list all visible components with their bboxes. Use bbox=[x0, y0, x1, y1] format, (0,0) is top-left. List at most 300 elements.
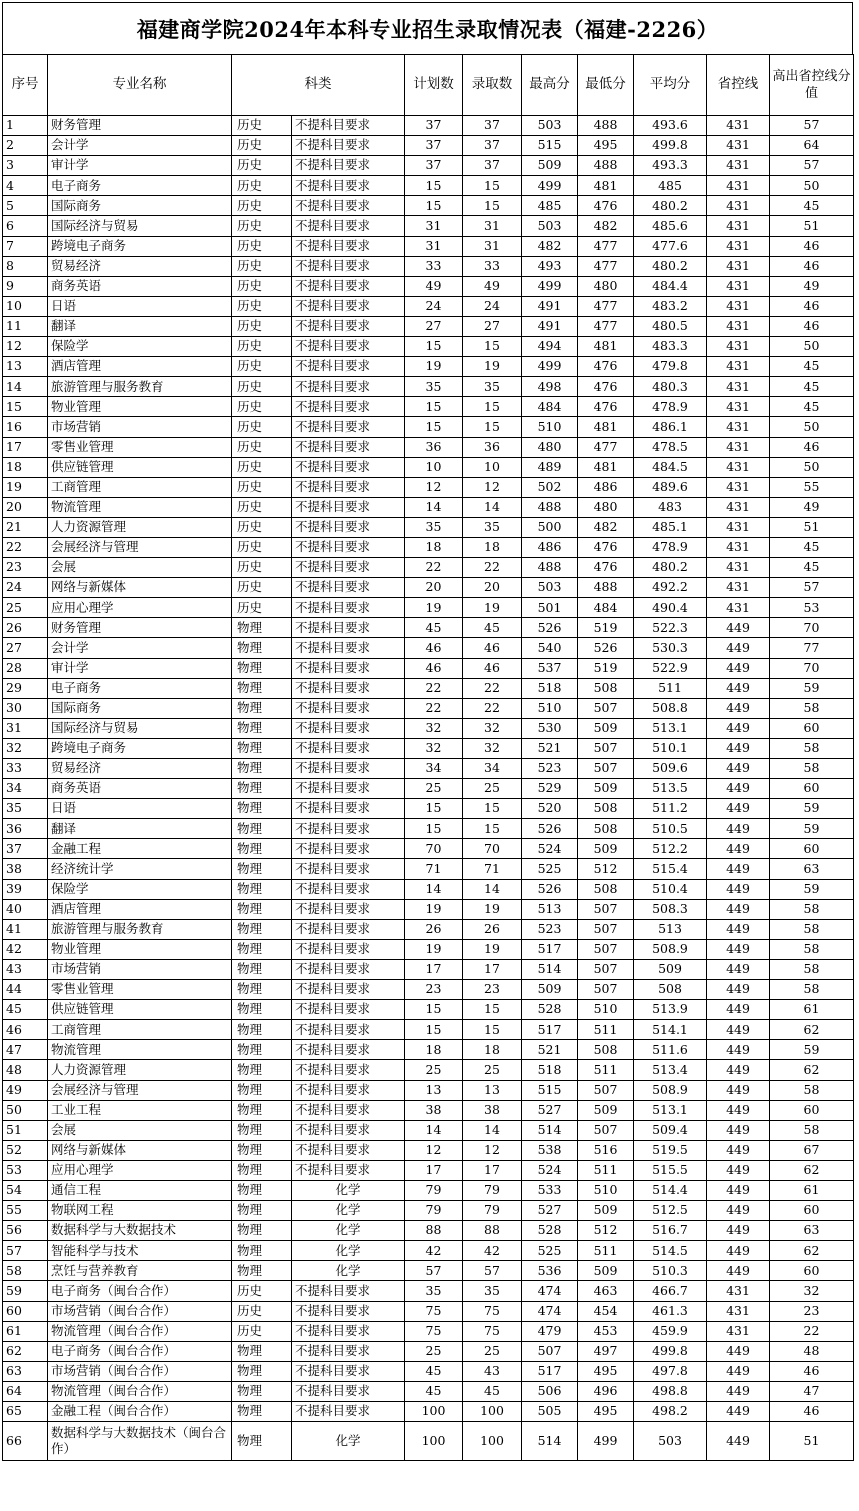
min-score: 486 bbox=[578, 477, 634, 497]
admitted-count: 37 bbox=[463, 116, 522, 136]
table-row bbox=[3, 558, 854, 578]
row-number: 45 bbox=[3, 1000, 48, 1020]
control-line: 449 bbox=[707, 799, 770, 819]
avg-score: 512.5 bbox=[634, 1201, 707, 1221]
max-score: 514 bbox=[522, 1422, 578, 1461]
subject-category: 物理 bbox=[232, 819, 292, 839]
subject-category: 历史 bbox=[232, 497, 292, 517]
table-row bbox=[3, 457, 854, 477]
admitted-count: 19 bbox=[463, 939, 522, 959]
admitted-count: 45 bbox=[463, 1381, 522, 1401]
row-number: 53 bbox=[3, 1160, 48, 1180]
control-line: 449 bbox=[707, 1140, 770, 1160]
control-line: 449 bbox=[707, 980, 770, 1000]
subject-category: 历史 bbox=[232, 216, 292, 236]
control-line: 431 bbox=[707, 457, 770, 477]
subject-category: 物理 bbox=[232, 1180, 292, 1200]
above-control: 49 bbox=[770, 276, 854, 296]
avg-score: 513.1 bbox=[634, 718, 707, 738]
plan-count: 14 bbox=[405, 879, 463, 899]
above-control: 59 bbox=[770, 799, 854, 819]
avg-score: 485.6 bbox=[634, 216, 707, 236]
row-number: 15 bbox=[3, 397, 48, 417]
row-number: 58 bbox=[3, 1261, 48, 1281]
subject-category: 历史 bbox=[232, 256, 292, 276]
subject-category: 历史 bbox=[232, 598, 292, 618]
max-score: 514 bbox=[522, 959, 578, 979]
subject-requirement: 不提科目要求 bbox=[292, 116, 405, 136]
row-number: 22 bbox=[3, 537, 48, 557]
plan-count: 32 bbox=[405, 718, 463, 738]
control-line: 449 bbox=[707, 1080, 770, 1100]
header-min-score: 最低分 bbox=[578, 55, 634, 116]
max-score: 505 bbox=[522, 1402, 578, 1422]
max-score: 498 bbox=[522, 377, 578, 397]
admitted-count: 12 bbox=[463, 477, 522, 497]
table-row bbox=[3, 939, 854, 959]
subject-requirement: 不提科目要求 bbox=[292, 1120, 405, 1140]
subject-requirement: 不提科目要求 bbox=[292, 1341, 405, 1361]
table-row bbox=[3, 136, 854, 156]
plan-count: 45 bbox=[405, 1381, 463, 1401]
table-row bbox=[3, 316, 854, 336]
admitted-count: 36 bbox=[463, 437, 522, 457]
avg-score: 530.3 bbox=[634, 638, 707, 658]
plan-count: 100 bbox=[405, 1402, 463, 1422]
admitted-count: 22 bbox=[463, 678, 522, 698]
max-score: 503 bbox=[522, 216, 578, 236]
admitted-count: 14 bbox=[463, 1120, 522, 1140]
control-line: 431 bbox=[707, 276, 770, 296]
max-score: 491 bbox=[522, 296, 578, 316]
plan-count: 17 bbox=[405, 959, 463, 979]
major-name: 人力资源管理 bbox=[48, 1060, 232, 1080]
table-row bbox=[3, 1221, 854, 1241]
major-name: 酒店管理 bbox=[48, 357, 232, 377]
subject-requirement: 化学 bbox=[292, 1221, 405, 1241]
control-line: 431 bbox=[707, 477, 770, 497]
min-score: 509 bbox=[578, 1261, 634, 1281]
table-row bbox=[3, 738, 854, 758]
table-row bbox=[3, 1281, 854, 1301]
subject-requirement: 不提科目要求 bbox=[292, 1361, 405, 1381]
row-number: 36 bbox=[3, 819, 48, 839]
table-row bbox=[3, 959, 854, 979]
control-line: 449 bbox=[707, 1000, 770, 1020]
above-control: 45 bbox=[770, 558, 854, 578]
subject-requirement: 不提科目要求 bbox=[292, 638, 405, 658]
subject-category: 物理 bbox=[232, 1020, 292, 1040]
avg-score: 483.3 bbox=[634, 337, 707, 357]
admitted-count: 32 bbox=[463, 738, 522, 758]
table-row bbox=[3, 1060, 854, 1080]
avg-score: 493.6 bbox=[634, 116, 707, 136]
above-control: 47 bbox=[770, 1381, 854, 1401]
min-score: 488 bbox=[578, 116, 634, 136]
avg-score: 510.4 bbox=[634, 879, 707, 899]
plan-count: 25 bbox=[405, 779, 463, 799]
subject-category: 历史 bbox=[232, 176, 292, 196]
above-control: 45 bbox=[770, 357, 854, 377]
table-row bbox=[3, 537, 854, 557]
table-row bbox=[3, 437, 854, 457]
row-number: 56 bbox=[3, 1221, 48, 1241]
admitted-count: 45 bbox=[463, 618, 522, 638]
subject-requirement: 不提科目要求 bbox=[292, 939, 405, 959]
above-control: 53 bbox=[770, 598, 854, 618]
above-control: 60 bbox=[770, 718, 854, 738]
subject-category: 物理 bbox=[232, 738, 292, 758]
min-score: 481 bbox=[578, 337, 634, 357]
avg-score: 479.8 bbox=[634, 357, 707, 377]
admitted-count: 57 bbox=[463, 1261, 522, 1281]
min-score: 511 bbox=[578, 1160, 634, 1180]
subject-requirement: 不提科目要求 bbox=[292, 959, 405, 979]
above-control: 58 bbox=[770, 738, 854, 758]
max-score: 517 bbox=[522, 939, 578, 959]
above-control: 60 bbox=[770, 839, 854, 859]
table-row bbox=[3, 859, 854, 879]
table-row bbox=[3, 236, 854, 256]
control-line: 449 bbox=[707, 1402, 770, 1422]
control-line: 431 bbox=[707, 1281, 770, 1301]
row-number: 16 bbox=[3, 417, 48, 437]
subject-requirement: 不提科目要求 bbox=[292, 718, 405, 738]
major-name: 物流管理（闽台合作） bbox=[48, 1321, 232, 1341]
row-number: 7 bbox=[3, 236, 48, 256]
major-name: 会展 bbox=[48, 1120, 232, 1140]
admitted-count: 71 bbox=[463, 859, 522, 879]
control-line: 431 bbox=[707, 437, 770, 457]
above-control: 60 bbox=[770, 1201, 854, 1221]
min-score: 477 bbox=[578, 256, 634, 276]
table-row bbox=[3, 718, 854, 738]
table-row bbox=[3, 337, 854, 357]
min-score: 476 bbox=[578, 558, 634, 578]
admitted-count: 15 bbox=[463, 196, 522, 216]
min-score: 509 bbox=[578, 1100, 634, 1120]
control-line: 431 bbox=[707, 537, 770, 557]
max-score: 537 bbox=[522, 658, 578, 678]
subject-requirement: 不提科目要求 bbox=[292, 1321, 405, 1341]
subject-category: 物理 bbox=[232, 779, 292, 799]
major-name: 旅游管理与服务教育 bbox=[48, 377, 232, 397]
admitted-count: 42 bbox=[463, 1241, 522, 1261]
above-control: 58 bbox=[770, 1120, 854, 1140]
min-score: 495 bbox=[578, 1402, 634, 1422]
control-line: 449 bbox=[707, 1381, 770, 1401]
subject-requirement: 不提科目要求 bbox=[292, 658, 405, 678]
row-number: 6 bbox=[3, 216, 48, 236]
row-number: 39 bbox=[3, 879, 48, 899]
major-name: 审计学 bbox=[48, 658, 232, 678]
min-score: 507 bbox=[578, 899, 634, 919]
row-number: 50 bbox=[3, 1100, 48, 1120]
table-row bbox=[3, 1160, 854, 1180]
admitted-count: 17 bbox=[463, 1160, 522, 1180]
above-control: 60 bbox=[770, 1100, 854, 1120]
max-score: 536 bbox=[522, 1261, 578, 1281]
table-row bbox=[3, 1321, 854, 1341]
row-number: 52 bbox=[3, 1140, 48, 1160]
subject-category: 历史 bbox=[232, 377, 292, 397]
control-line: 449 bbox=[707, 1100, 770, 1120]
avg-score: 511.2 bbox=[634, 799, 707, 819]
subject-category: 历史 bbox=[232, 276, 292, 296]
admitted-count: 49 bbox=[463, 276, 522, 296]
min-score: 519 bbox=[578, 658, 634, 678]
min-score: 509 bbox=[578, 718, 634, 738]
subject-category: 历史 bbox=[232, 517, 292, 537]
subject-requirement: 不提科目要求 bbox=[292, 417, 405, 437]
max-score: 503 bbox=[522, 116, 578, 136]
min-score: 510 bbox=[578, 1180, 634, 1200]
row-number: 54 bbox=[3, 1180, 48, 1200]
subject-requirement: 不提科目要求 bbox=[292, 698, 405, 718]
avg-score: 489.6 bbox=[634, 477, 707, 497]
row-number: 60 bbox=[3, 1301, 48, 1321]
header-above-control: 高出省控线分值 bbox=[770, 55, 854, 116]
above-control: 23 bbox=[770, 1301, 854, 1321]
plan-count: 37 bbox=[405, 116, 463, 136]
subject-requirement: 不提科目要求 bbox=[292, 839, 405, 859]
control-line: 431 bbox=[707, 1321, 770, 1341]
subject-category: 历史 bbox=[232, 457, 292, 477]
max-score: 515 bbox=[522, 136, 578, 156]
subject-category: 物理 bbox=[232, 1201, 292, 1221]
control-line: 431 bbox=[707, 316, 770, 336]
subject-category: 物理 bbox=[232, 618, 292, 638]
avg-score: 459.9 bbox=[634, 1321, 707, 1341]
subject-requirement: 不提科目要求 bbox=[292, 678, 405, 698]
subject-category: 物理 bbox=[232, 939, 292, 959]
row-number: 38 bbox=[3, 859, 48, 879]
above-control: 50 bbox=[770, 457, 854, 477]
table-title: 福建商学院2024年本科专业招生录取情况表（福建-2226） bbox=[2, 2, 853, 54]
min-score: 477 bbox=[578, 437, 634, 457]
control-line: 449 bbox=[707, 1040, 770, 1060]
above-control: 51 bbox=[770, 1422, 854, 1461]
major-name: 网络与新媒体 bbox=[48, 1140, 232, 1160]
avg-score: 484.4 bbox=[634, 276, 707, 296]
row-number: 28 bbox=[3, 658, 48, 678]
admitted-count: 15 bbox=[463, 397, 522, 417]
admitted-count: 10 bbox=[463, 457, 522, 477]
control-line: 431 bbox=[707, 236, 770, 256]
subject-requirement: 化学 bbox=[292, 1241, 405, 1261]
admitted-count: 37 bbox=[463, 136, 522, 156]
table-row bbox=[3, 517, 854, 537]
admitted-count: 35 bbox=[463, 1281, 522, 1301]
table-row bbox=[3, 1301, 854, 1321]
subject-category: 物理 bbox=[232, 698, 292, 718]
avg-score: 513.4 bbox=[634, 1060, 707, 1080]
major-name: 财务管理 bbox=[48, 618, 232, 638]
max-score: 474 bbox=[522, 1281, 578, 1301]
major-name: 商务英语 bbox=[48, 276, 232, 296]
admitted-count: 46 bbox=[463, 638, 522, 658]
row-number: 34 bbox=[3, 779, 48, 799]
subject-requirement: 不提科目要求 bbox=[292, 437, 405, 457]
avg-score: 519.5 bbox=[634, 1140, 707, 1160]
major-name: 会展经济与管理 bbox=[48, 537, 232, 557]
admitted-count: 79 bbox=[463, 1180, 522, 1200]
min-score: 481 bbox=[578, 176, 634, 196]
avg-score: 512.2 bbox=[634, 839, 707, 859]
table-row bbox=[3, 1402, 854, 1422]
avg-score: 513.9 bbox=[634, 1000, 707, 1020]
control-line: 431 bbox=[707, 578, 770, 598]
min-score: 508 bbox=[578, 819, 634, 839]
subject-category: 历史 bbox=[232, 437, 292, 457]
row-number: 17 bbox=[3, 437, 48, 457]
admitted-count: 15 bbox=[463, 417, 522, 437]
above-control: 45 bbox=[770, 377, 854, 397]
table-row bbox=[3, 980, 854, 1000]
major-name: 物流管理（闽台合作） bbox=[48, 1381, 232, 1401]
subject-requirement: 不提科目要求 bbox=[292, 980, 405, 1000]
avg-score: 511 bbox=[634, 678, 707, 698]
max-score: 488 bbox=[522, 558, 578, 578]
min-score: 507 bbox=[578, 1080, 634, 1100]
max-score: 540 bbox=[522, 638, 578, 658]
subject-category: 物理 bbox=[232, 1140, 292, 1160]
table-row bbox=[3, 598, 854, 618]
max-score: 488 bbox=[522, 497, 578, 517]
subject-category: 物理 bbox=[232, 1060, 292, 1080]
subject-category: 物理 bbox=[232, 1100, 292, 1120]
control-line: 449 bbox=[707, 1201, 770, 1221]
control-line: 449 bbox=[707, 698, 770, 718]
subject-requirement: 不提科目要求 bbox=[292, 276, 405, 296]
major-name: 物流管理 bbox=[48, 1040, 232, 1060]
plan-count: 26 bbox=[405, 919, 463, 939]
major-name: 日语 bbox=[48, 296, 232, 316]
min-score: 507 bbox=[578, 1120, 634, 1140]
above-control: 55 bbox=[770, 477, 854, 497]
min-score: 496 bbox=[578, 1381, 634, 1401]
admitted-count: 12 bbox=[463, 1140, 522, 1160]
min-score: 480 bbox=[578, 497, 634, 517]
above-control: 57 bbox=[770, 578, 854, 598]
plan-count: 22 bbox=[405, 698, 463, 718]
avg-score: 508.3 bbox=[634, 899, 707, 919]
max-score: 510 bbox=[522, 417, 578, 437]
control-line: 449 bbox=[707, 1060, 770, 1080]
plan-count: 45 bbox=[405, 1361, 463, 1381]
table-row bbox=[3, 578, 854, 598]
table-row bbox=[3, 1241, 854, 1261]
row-number: 49 bbox=[3, 1080, 48, 1100]
plan-count: 46 bbox=[405, 658, 463, 678]
row-number: 13 bbox=[3, 357, 48, 377]
admitted-count: 100 bbox=[463, 1402, 522, 1422]
plan-count: 70 bbox=[405, 839, 463, 859]
row-number: 33 bbox=[3, 759, 48, 779]
header-no: 序号 bbox=[3, 55, 48, 116]
control-line: 431 bbox=[707, 598, 770, 618]
min-score: 477 bbox=[578, 296, 634, 316]
admitted-count: 79 bbox=[463, 1201, 522, 1221]
major-name: 审计学 bbox=[48, 156, 232, 176]
avg-score: 514.1 bbox=[634, 1020, 707, 1040]
subject-category: 物理 bbox=[232, 899, 292, 919]
control-line: 431 bbox=[707, 517, 770, 537]
min-score: 507 bbox=[578, 959, 634, 979]
row-number: 14 bbox=[3, 377, 48, 397]
table-row bbox=[3, 779, 854, 799]
major-name: 工商管理 bbox=[48, 1020, 232, 1040]
subject-category: 物理 bbox=[232, 1341, 292, 1361]
table-row bbox=[3, 156, 854, 176]
subject-requirement: 不提科目要求 bbox=[292, 879, 405, 899]
min-score: 510 bbox=[578, 1000, 634, 1020]
control-line: 431 bbox=[707, 156, 770, 176]
table-row bbox=[3, 397, 854, 417]
admitted-count: 20 bbox=[463, 578, 522, 598]
major-name: 电子商务 bbox=[48, 678, 232, 698]
control-line: 449 bbox=[707, 738, 770, 758]
subject-requirement: 不提科目要求 bbox=[292, 337, 405, 357]
min-score: 512 bbox=[578, 1221, 634, 1241]
subject-requirement: 不提科目要求 bbox=[292, 377, 405, 397]
major-name: 数据科学与大数据技术 bbox=[48, 1221, 232, 1241]
subject-category: 物理 bbox=[232, 678, 292, 698]
control-line: 449 bbox=[707, 1120, 770, 1140]
major-name: 物联网工程 bbox=[48, 1201, 232, 1221]
major-name: 电子商务（闽台合作） bbox=[48, 1281, 232, 1301]
max-score: 502 bbox=[522, 477, 578, 497]
above-control: 59 bbox=[770, 819, 854, 839]
row-number: 24 bbox=[3, 578, 48, 598]
subject-requirement: 不提科目要求 bbox=[292, 598, 405, 618]
admitted-count: 37 bbox=[463, 156, 522, 176]
table-row bbox=[3, 196, 854, 216]
admitted-count: 15 bbox=[463, 799, 522, 819]
admitted-count: 35 bbox=[463, 377, 522, 397]
subject-category: 历史 bbox=[232, 1281, 292, 1301]
admitted-count: 13 bbox=[463, 1080, 522, 1100]
subject-category: 物理 bbox=[232, 799, 292, 819]
admitted-count: 43 bbox=[463, 1361, 522, 1381]
subject-requirement: 不提科目要求 bbox=[292, 799, 405, 819]
max-score: 507 bbox=[522, 1341, 578, 1361]
above-control: 60 bbox=[770, 779, 854, 799]
plan-count: 42 bbox=[405, 1241, 463, 1261]
above-control: 64 bbox=[770, 136, 854, 156]
admitted-count: 15 bbox=[463, 1020, 522, 1040]
admitted-count: 75 bbox=[463, 1321, 522, 1341]
table-row bbox=[3, 1120, 854, 1140]
control-line: 449 bbox=[707, 919, 770, 939]
above-control: 57 bbox=[770, 156, 854, 176]
major-name: 金融工程（闽台合作） bbox=[48, 1402, 232, 1422]
admitted-count: 15 bbox=[463, 1000, 522, 1020]
subject-requirement: 不提科目要求 bbox=[292, 1402, 405, 1422]
admitted-count: 32 bbox=[463, 718, 522, 738]
min-score: 482 bbox=[578, 517, 634, 537]
admitted-count: 17 bbox=[463, 959, 522, 979]
max-score: 491 bbox=[522, 316, 578, 336]
major-name: 工业工程 bbox=[48, 1100, 232, 1120]
above-control: 46 bbox=[770, 1361, 854, 1381]
major-name: 零售业管理 bbox=[48, 980, 232, 1000]
admitted-count: 19 bbox=[463, 899, 522, 919]
subject-category: 历史 bbox=[232, 156, 292, 176]
above-control: 70 bbox=[770, 618, 854, 638]
major-name: 工商管理 bbox=[48, 477, 232, 497]
subject-category: 历史 bbox=[232, 558, 292, 578]
